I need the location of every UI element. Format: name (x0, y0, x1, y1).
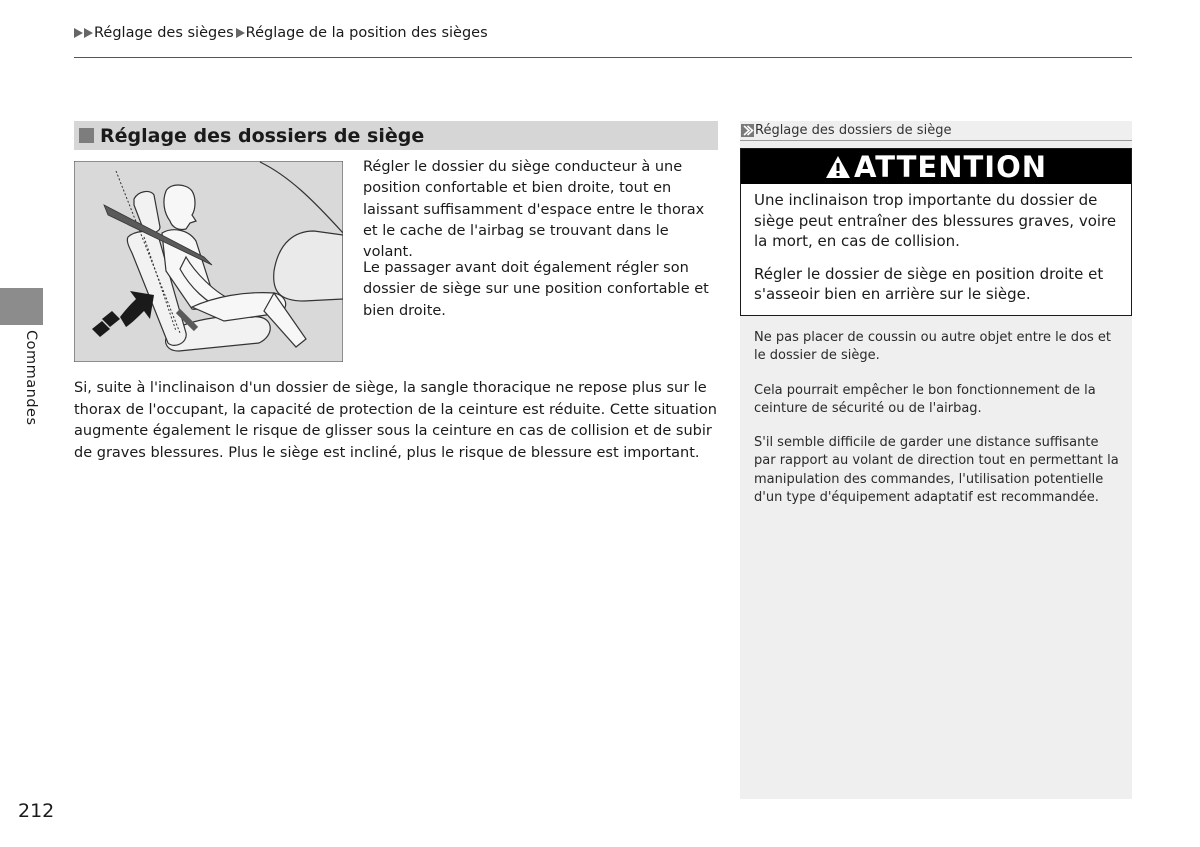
sidebar-panel (740, 121, 1132, 799)
warning-body (741, 184, 1131, 305)
driver-seatback-instruction: Régler le dossier du siège conducteur à une position confortable et bien droite, tout en laissant suffisamment d'espace entre le thorax et le cache de l'airbag se trouvant dans le volant. (363, 159, 705, 261)
header-rule (74, 57, 1132, 58)
warning-box (740, 148, 1132, 316)
chapter-label: Commandes (23, 330, 39, 426)
note-belt-airbag: Cela pourrait empêcher le bon fonctionnement de la ceinture de sécurité ou de l'airbag. (754, 382, 1096, 416)
passenger-seatback-instruction: Le passager avant doit également régler son dossier de siège sur une position confortable et bien droite. (363, 260, 709, 319)
warning-text-action: Régler le dossier de siège en position droite et s'asseoir bien en arrière sur le siège. (754, 264, 1104, 303)
section-header (74, 121, 718, 150)
reference-arrow-icon (741, 124, 754, 137)
section-square-icon (79, 128, 94, 143)
breadcrumb-arrow-icon (84, 28, 93, 38)
note-cushion: Ne pas placer de coussin ou autre objet entre le dos et le dossier de siège. (754, 330, 1112, 364)
section-title: Réglage des dossiers de siège (100, 124, 425, 147)
recline-risk-paragraph: Si, suite à l'inclinaison d'un dossier de siège, la sangle thoracique ne repose plus sur le thorax de l'occupant, la capacité de protection de la ceinture est réduite. Cette situation augmente également le risque de glisser sous la ceinture en cas de collision et de subir de graves blessures. Plus le siège est incliné, plus le risque de blessure est important. (74, 380, 717, 461)
breadcrumb-item-seat-position[interactable]: Réglage de la position des sièges (245, 25, 488, 41)
breadcrumb-arrow-icon (236, 28, 245, 38)
seated-driver-illustration (74, 161, 343, 362)
warning-text-risk: Une inclinaison trop importante du dossier de siège peut entraîner des blessures graves, voire la mort, en cas de collision. (754, 191, 1117, 250)
breadcrumb (74, 25, 488, 41)
breadcrumb-arrow-icon (74, 28, 83, 38)
warning-header (741, 149, 1131, 184)
note-adaptive-equipment: S'il semble difficile de garder une distance suffisante par rapport au volant de direction tout en permettant la manipulation des commandes, l'utilisation potentielle d'un type d'équipement adaptatif est recommandée. (754, 435, 1119, 506)
sidebar-notes (754, 329, 1119, 523)
warning-title: ATTENTION (854, 149, 1047, 184)
sidebar-reference-label: Réglage des dossiers de siège (755, 123, 952, 138)
warning-triangle-icon (825, 155, 851, 179)
chapter-tab-marker (0, 288, 43, 325)
sidebar-reference[interactable] (740, 121, 1132, 141)
page-number: 212 (18, 800, 55, 822)
breadcrumb-item-seats[interactable]: Réglage des sièges (94, 25, 234, 41)
